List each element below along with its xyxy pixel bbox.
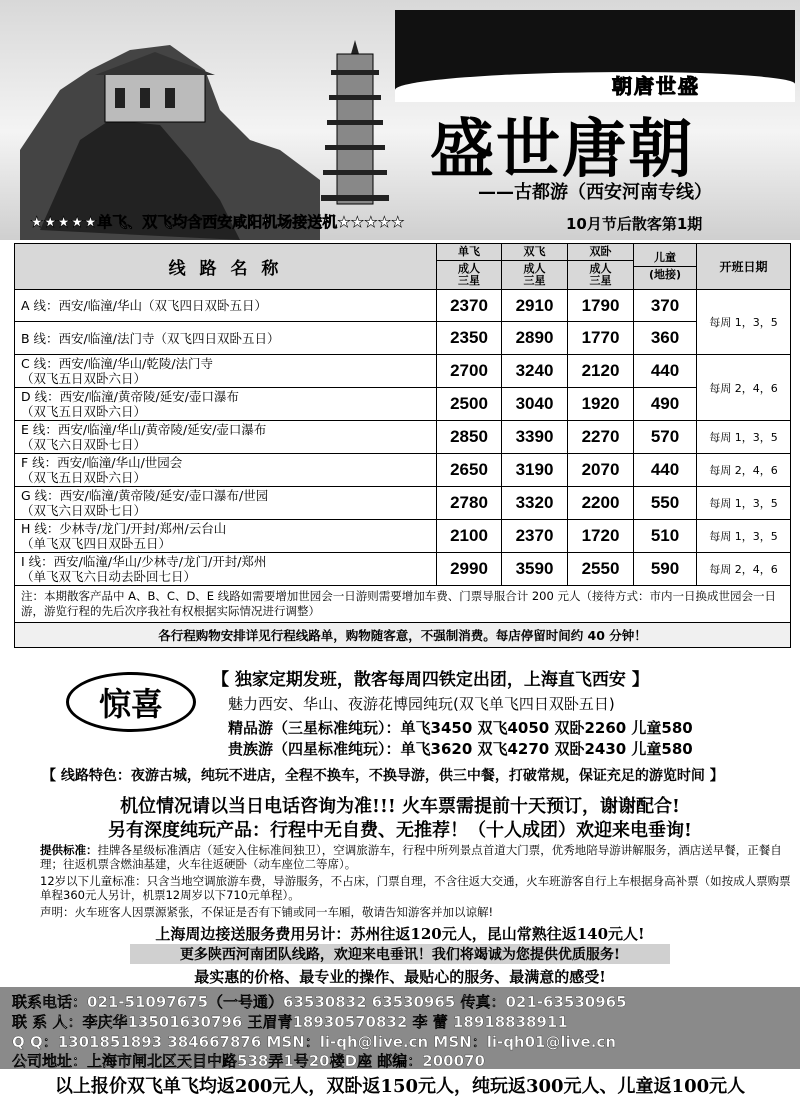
promo-line: 魅力西安、华山、夜游花博园纯玩(双飞单飞四日双卧五日) — [228, 695, 615, 713]
price-value: 590 — [634, 553, 697, 586]
promo-line: 精品游（三星标准纯玩）：单飞3450 双飞4050 双卧2260 儿童580 — [228, 719, 693, 737]
route-price-table — [14, 243, 791, 648]
price-value: 490 — [634, 388, 697, 421]
promo-line: 贵族游（四星标准纯玩）：单飞3620 双飞4270 双卧2430 儿童580 — [228, 740, 693, 758]
route-features: 【 线路特色：夜游古城，纯玩不进店，全程不换车，不换导游，供三中餐，打破常规，保证充足的游览时间 】 — [42, 768, 724, 784]
notice-strip — [0, 205, 800, 235]
more-routes: 更多陕西河南团队线路，欢迎来电垂讯！我们将竭诚为您提供优质服务! — [130, 944, 670, 964]
route-name: B 线：西安/临潼/法门寺（双飞四日双卧五日） — [15, 322, 437, 355]
table-row — [15, 520, 791, 553]
service-standard-label: 提供标准： — [40, 843, 98, 857]
route-name: D 线：西安/临潼/黄帝陵/延安/壶口瀑布 （双飞五日双卧六日） — [15, 388, 437, 421]
price-header-train: 双卧 成人 三星 — [568, 244, 634, 290]
price-value: 2650 — [437, 454, 502, 487]
header-banner — [0, 0, 800, 240]
slogan: 最实惠的价格、最专业的操作、最贴心的服务、最满意的感受! — [194, 968, 606, 986]
price-value: 2550 — [568, 553, 634, 586]
schedule-value: 每周 1，3，5 — [697, 520, 791, 553]
contact-qq: Q Q：1301851893 384667876 MSN：li-qh@live.cn MSN：li-qh01@live.cn — [12, 1033, 616, 1051]
price-value: 3040 — [502, 388, 568, 421]
schedule-value: 每周 2，4，6 — [697, 553, 791, 586]
price-header-double: 双飞 成人 三星 — [502, 244, 568, 290]
price-value: 3240 — [502, 355, 568, 388]
route-name: A 线：西安/临潼/华山（双飞四日双卧五日） — [15, 290, 437, 322]
price-value: 2850 — [437, 421, 502, 454]
statement: 声明：火车班客人因票源紧张，不保证是否有下铺或同一车厢，敬请告知游客并加以谅解! — [40, 905, 494, 919]
airport-notice: ★★★★★单飞、双飞均含西安咸阳机场接送机★★★★★ — [30, 213, 405, 231]
price-value: 2100 — [437, 520, 502, 553]
contact-address: 公司地址：上海市闸北区天目中路538弄1号20楼D座 邮编：200070 — [12, 1052, 485, 1070]
price-value: 3320 — [502, 487, 568, 520]
route-name: F 线：西安/临潼/华山/世园会 （双飞五日双卧六日） — [15, 454, 437, 487]
schedule-value: 每周 1，3，5 — [697, 487, 791, 520]
surprise-badge: 惊喜 — [66, 672, 196, 732]
table-row — [15, 553, 791, 586]
deep-tour-notice: 另有深度纯玩产品：行程中无自费、无推荐！（十人成团）欢迎来电垂询! — [108, 820, 692, 841]
price-value: 440 — [634, 355, 697, 388]
rebate-footer: 以上报价双飞单飞均返200元人，双卧返150元人，纯玩返300元人、儿童返100元人 — [54, 1076, 746, 1097]
price-value: 550 — [634, 487, 697, 520]
route-name: H 线：少林寺/龙门/开封/郑州/云台山 （单飞双飞四日双卧五日） — [15, 520, 437, 553]
table-note-row — [15, 586, 791, 623]
price-value: 2890 — [502, 322, 568, 355]
price-value: 2910 — [502, 290, 568, 322]
schedule-value: 每周 1，3，5 — [697, 290, 791, 355]
table-row — [15, 355, 791, 388]
service-standard — [40, 843, 800, 871]
price-value: 2270 — [568, 421, 634, 454]
table-row — [15, 487, 791, 520]
price-value: 570 — [634, 421, 697, 454]
table-note: 注：本期散客产品中 A、B、C、D、E 线路如需要增加世园会一日游则需要增加车费、门票导服合计 200 元人（接待方式：市内一日换成世园会一日游，游览行程的先后次序我社有权根据实际情况进行调整） — [15, 586, 791, 623]
price-value: 440 — [634, 454, 697, 487]
route-name: E 线：西安/临潼/华山/黄帝陵/延安/壶口瀑布 （双飞六日双卧七日） — [15, 421, 437, 454]
contact-person: 联 系 人：李庆华13501630796 王眉青18930570832 李 蕾 18918838911 — [12, 1013, 568, 1031]
price-value: 2070 — [568, 454, 634, 487]
price-value: 2990 — [437, 553, 502, 586]
pagoda-illustration — [315, 40, 395, 210]
promo-title: 【 独家定期发班，散客每周四铁定出团，上海直飞西安 】 — [212, 670, 649, 690]
price-value: 1790 — [568, 290, 634, 322]
price-value: 1720 — [568, 520, 634, 553]
route-column-header: 线 路 名 称 — [15, 244, 437, 290]
table-row — [15, 290, 791, 322]
price-value: 3590 — [502, 553, 568, 586]
price-value: 2370 — [502, 520, 568, 553]
table-row — [15, 322, 791, 355]
page-subtitle: ——古都游（西安河南专线） — [478, 182, 712, 203]
price-value: 2780 — [437, 487, 502, 520]
brand-logo-text: 朝唐世盛 — [612, 74, 700, 98]
price-value: 2700 — [437, 355, 502, 388]
transfer-fee: 上海周边接送服务费用另计：苏州往返120元人，昆山常熟往返140元人! — [155, 925, 645, 943]
service-standard-text: 挂牌各星级标准酒店（延安入住标准间独卫），空调旅游车，行程中所列景点首道大门票，优秀地陪导游讲解服务，酒店送早餐，正餐自理；往返机票含燃油基建，火车往返硬卧（动车座位二等席）。 — [40, 843, 782, 871]
table-row — [15, 421, 791, 454]
price-value: 3190 — [502, 454, 568, 487]
route-name: G 线：西安/临潼/黄帝陵/延安/壶口瀑布/世园 （双飞六日双卧七日） — [15, 487, 437, 520]
price-value: 2200 — [568, 487, 634, 520]
price-value: 370 — [634, 290, 697, 322]
price-value: 510 — [634, 520, 697, 553]
table-row — [15, 388, 791, 421]
price-value: 2500 — [437, 388, 502, 421]
shopping-note: 各行程购物安排详见行程线路单，购物随客意，不强制消费。每店停留时间约 40 分钟！ — [15, 623, 791, 648]
contact-panel — [0, 987, 800, 1069]
price-value: 1920 — [568, 388, 634, 421]
ticket-notice: 机位情况请以当日电话咨询为准!!! 火车票需提前十天预订，谢谢配合! — [120, 796, 680, 817]
price-value: 360 — [634, 322, 697, 355]
page-title: 盛世唐朝 — [430, 112, 694, 187]
route-name: I 线：西安/临潼/华山/少林寺/龙门/开封/郑州 （单飞双飞六日动去卧回七日） — [15, 553, 437, 586]
price-header-child: 儿童 (地接) — [634, 244, 697, 290]
child-standard: 12岁以下儿童标准：只含当地空调旅游车费，导游服务，不占床，门票自理，不含往返大交通，火车班游客自行上车根据身高补票（如按成人票购票单程360元人另计，机票12周岁以下710元单程）。 — [40, 874, 791, 902]
batch-label: 10月节后散客第1期 — [566, 215, 703, 233]
route-name: C 线：西安/临潼/华山/乾陵/法门寺 （双飞五日双卧六日） — [15, 355, 437, 388]
schedule-column-header: 开班日期 — [697, 244, 791, 290]
schedule-value: 每周 2，4，6 — [697, 454, 791, 487]
schedule-value: 每周 1，3，5 — [697, 421, 791, 454]
price-header-single: 单飞 成人 三星 — [437, 244, 502, 290]
price-value: 1770 — [568, 322, 634, 355]
skyline-strip — [395, 10, 795, 102]
contact-phone: 联系电话：021-51097675（一号通）63530832 63530965 传真：021-63530965 — [12, 993, 627, 1011]
shopping-row — [15, 623, 791, 648]
price-value: 3390 — [502, 421, 568, 454]
price-value: 2120 — [568, 355, 634, 388]
table-row — [15, 454, 791, 487]
price-value: 2350 — [437, 322, 502, 355]
schedule-value: 每周 2，4，6 — [697, 355, 791, 421]
price-value: 2370 — [437, 290, 502, 322]
